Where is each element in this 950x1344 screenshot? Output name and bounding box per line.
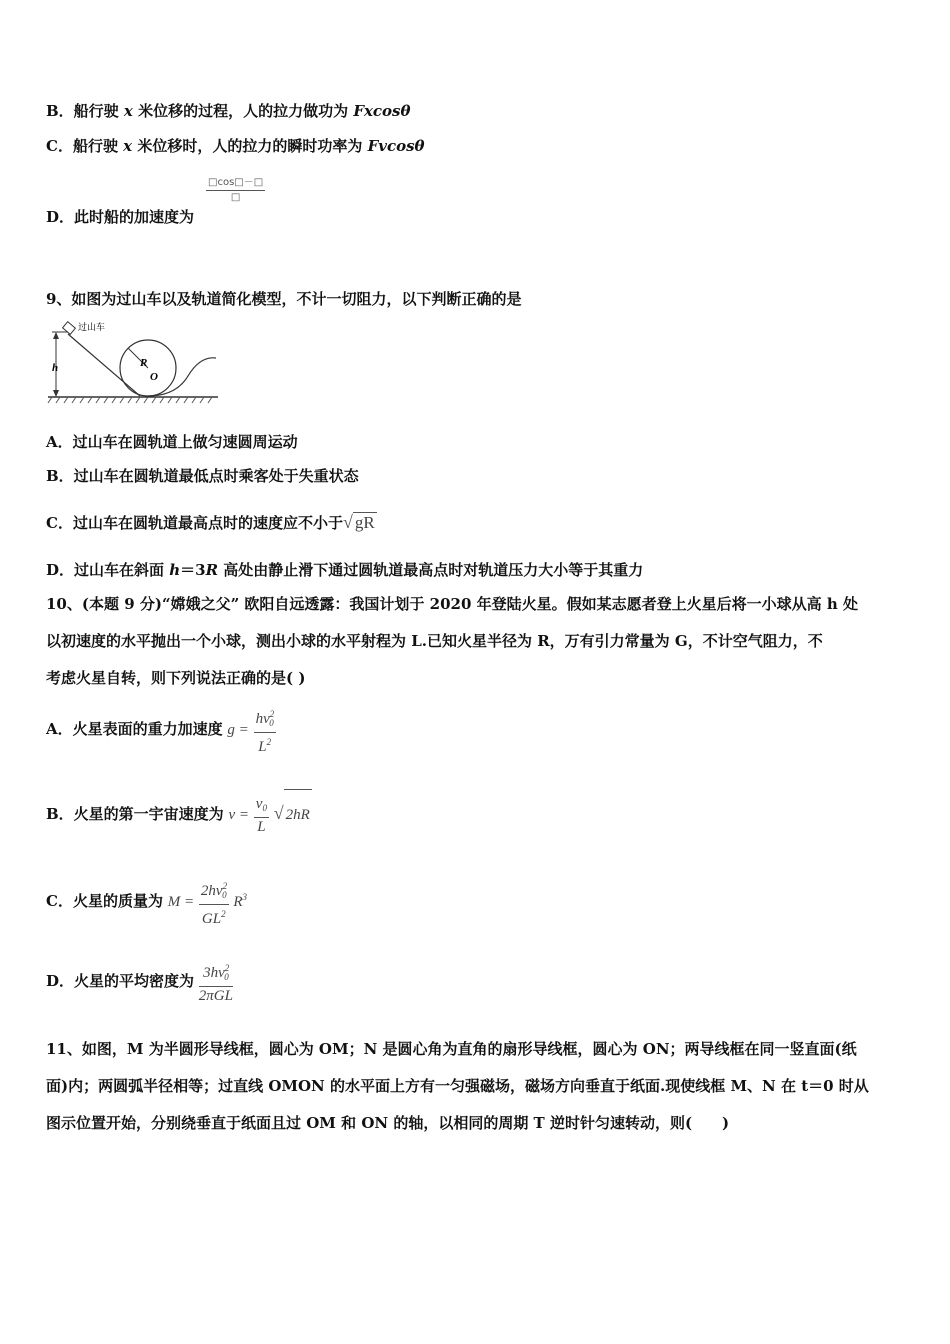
q8-option-c: C．船行驶 x 米位移时，人的拉力的瞬时功率为 Fvcosθ (46, 137, 425, 155)
q9-option-a: A．过山车在圆轨道上做匀速圆周运动 (46, 433, 298, 451)
q8-option-d: D．此时船的加速度为 (46, 208, 195, 226)
sqrt-gR: gR (354, 513, 375, 532)
q9-option-c: C．过山车在圆轨道最高点时的速度应不小于√ gR (46, 512, 375, 532)
q10-option-b: B．火星的第一宇宙速度为 v = $\frac{v_0}{L}$ √ 2hR (46, 788, 312, 838)
q10-option-c: C．火星的质量为 M = $\frac{2hv^2_0}{GL^2}$ $R^3$ (46, 872, 247, 922)
q10-stem-line1: 10、(本题 9 分)“嫦娥之父” 欧阳自远透露：我国计划于 2020 年登陆火星。假如某志愿者登上火星后将一小球从高 h 处 (46, 595, 858, 613)
r-label: R (140, 357, 148, 369)
q8-option-d-formula: $\frac{□\cos□-□}{□}$ (208, 177, 264, 203)
q10-option-d: D．火星的平均密度为 $\frac{3hv^2_0}{\text{2πGL}}$ (46, 956, 233, 1006)
q9-option-b: B．过山车在圆轨道最低点时乘客处于失重状态 (46, 467, 359, 485)
roller-coaster-figure (44, 320, 224, 406)
h-label: h (52, 362, 59, 374)
q10-option-a: A．火星表面的重力加速度 g = $\frac{hv^2_0}{L^2}$ (46, 704, 276, 754)
q9-option-d: D．过山车在斜面 h＝3R 高处由静止滑下通过圆轨道最高点时对轨道压力大小等于其重力 (46, 561, 644, 579)
q11-line1: 11、如图，M 为半圆形导线框，圆心为 OM；N 是圆心角为直角的扇形导线框，圆心为 ON；两导线框在同一竖直面(纸 (46, 1040, 857, 1058)
q10-stem-line3: 考虑火星自转，则下列说法正确的是( ) (46, 669, 306, 687)
q8-option-b: B．船行驶 x 米位移的过程，人的拉力做功为 Fxcosθ (46, 102, 411, 120)
car-label: 过山车 (78, 323, 106, 333)
q11-line2: 面)内；两圆弧半径相等；过直线 OMON 的水平面上方有一匀强磁场，磁场方向垂直于纸面.现使线框 M、N 在 t＝0 时从 (46, 1077, 869, 1095)
o-label: O (150, 371, 158, 383)
q10-stem-line2: 以初速度的水平抛出一个小球，测出小球的水平射程为 L.已知火星半径为 R，万有引力常量为 G，不计空气阻力，不 (46, 632, 823, 650)
q11-line3: 图示位置开始，分别绕垂直于纸面且过 OM 和 ON 的轴，以相同的周期 T 逆时针匀速转动，则( ) (46, 1114, 730, 1132)
q9-stem: 9、如图为过山车以及轨道简化模型，不计一切阻力，以下判断正确的是 (46, 290, 522, 308)
